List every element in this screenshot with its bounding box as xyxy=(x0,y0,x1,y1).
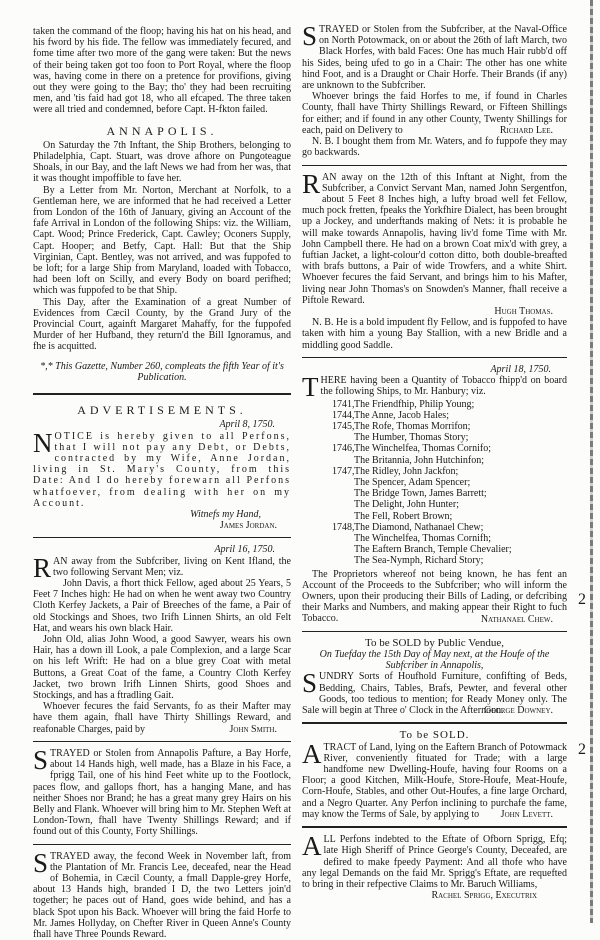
divider xyxy=(33,393,291,395)
divider xyxy=(302,722,567,724)
advertisements-heading: ADVERTISEMENTS. xyxy=(77,403,247,418)
ad-signature: Hugh Thomas. xyxy=(494,306,553,318)
ad-date: April 8, 1750. xyxy=(219,419,275,431)
news-paragraph: This Day, after the Examination of a great Number of Evidences from Cæcil County, by the Grand Jury of the Provincial Court, againft Margaret Mahaffy, for the fuppofed Murder of her Hufband, they return'd the Bill Ignoramus, and fhe is acquitted. xyxy=(33,296,291,353)
ship-list xyxy=(332,399,567,567)
divider xyxy=(33,537,291,538)
ad-witness: Witnefs my Hand, xyxy=(190,508,261,520)
ad-tobacco-chew xyxy=(302,364,567,625)
ship-entry xyxy=(332,443,567,454)
annapolis-heading: ANNAPOLIS. xyxy=(106,123,218,138)
ship-name: The Winchelfea, Thomas Cornifh; xyxy=(354,532,491,544)
ship-name: The Britannia, John Hutchinfon; xyxy=(354,454,484,466)
margin-mark: 2 xyxy=(578,591,586,608)
ad-text: The Proprietors whereof not being known, he has fent an Account of the Proceeds to the Subfcriber; who will inform the Owners, upon their producing their Bills of Lading, or defcribing their Marks and Numbers, and making appear their Right to fuch Tobacco. xyxy=(302,568,567,625)
ship-entry xyxy=(332,544,567,555)
ship-name: The Diamond, Nathanael Chew; xyxy=(354,521,484,533)
ad-text: UNDRY Sorts of Houfhold Furniture, confifting of Beds, Bedding, Chairs, Tables, Brafs, Pewter, and feveral other Goods, too tedious to mention; for Ready Money only. The Sale will begin at Three o' Clock in the Afternoon. xyxy=(302,671,567,716)
divider xyxy=(302,357,567,358)
ship-entry xyxy=(332,488,567,499)
ad-signature: George Downey. xyxy=(484,705,553,717)
ship-entry xyxy=(332,511,567,522)
ad-text: John Davis, a fhort thick Fellow, aged about 25 Years, 5 Feet 7 Inches high: He had on when he went away two Country Cloth Kerfey Jackets, a Pair of Breeches of the fame, a Pair of old Stockings and Shoes, two Irifh Linnen Shirts, an old Felt Hat, and wears his own black Hair. xyxy=(33,577,291,634)
news-paragraph: By a Letter from Mr. Norton, Merchant at Norfolk, to a Gentleman here, we are informed that he had received a Letter from London of the 16th of January, giving an Account of the fafe Arrival in London of the following Ships: viz. the William, Capt. Wood; Prince Frederick, Capt. Cawley; Oconers Supply, Capt. Hooper; and Betfy, Capt. Hall: But that the Ship Virginian, Capt. Bentley, was not arrived, and was fuppofed to be loft; for a large Ship from Maryland, loaded with Tobacco, had been loft on Scilly, and every Body on board perifhed; which was fuppofed to be that Ship. xyxy=(33,184,291,297)
ship-year: 1745, xyxy=(332,420,355,432)
ad-text: Whoever fecures the faid Servants, fo as their Mafter may have them again, fhall have Thirty Shillings Reward, and reafonable Charges, paid by xyxy=(33,701,291,735)
divider xyxy=(302,165,567,166)
drop-cap: A xyxy=(302,738,322,769)
ship-name: The Sea-Nymph, Richard Story; xyxy=(354,555,484,567)
drop-cap: S xyxy=(33,744,49,775)
ship-year xyxy=(332,477,354,488)
ship-name: The Eaftern Branch, Temple Chevalier; xyxy=(354,544,512,556)
ship-year xyxy=(332,555,354,566)
ad-runaway-smith xyxy=(33,544,291,735)
ship-entry xyxy=(332,421,567,432)
left-column xyxy=(33,26,291,940)
ad-vendue-downey xyxy=(302,638,567,717)
ship-name: The Anne, Jacob Hales; xyxy=(354,409,449,421)
ship-name: The Winchelfea, Thomas Cornifo; xyxy=(354,443,491,455)
drop-cap: S xyxy=(33,847,49,878)
ad-strayed-horse-hollyday xyxy=(33,847,291,940)
ship-name: The Delight, John Hunter; xyxy=(354,499,459,511)
ship-entry xyxy=(332,410,567,421)
ad-date: April 16, 1750. xyxy=(214,544,275,556)
ad-text: John Old, alias John Wood, a good Sawyer, wears his own Hair, has a down ill Look, a pale Complexion, and a large Scar on his left Wrift: He had on a blue grey Coat with metal Buttons, a Great Coat of the fame, a Country Cloth Kerfey Jacket, two brown Irifh Linnen Shirts, good Shoes and Stockings, and has a ftradling Gait. xyxy=(33,633,291,701)
ship-year xyxy=(332,499,354,510)
ship-name: The Ridley, John Jackfon; xyxy=(354,465,459,477)
ship-year xyxy=(332,455,354,466)
drop-cap: T xyxy=(302,372,319,403)
ship-year: 1748, xyxy=(332,521,355,533)
drop-cap: R xyxy=(302,168,321,199)
divider xyxy=(33,741,291,742)
drop-cap: S xyxy=(302,21,318,51)
ship-entry xyxy=(332,455,567,466)
ad-text: TRAYED away, the fecond Week in November laft, from the Plantation of Mr. Francis Lee, deceafed, near the Head of Bohemia, in Cæcil County, a fmall Dapple-grey Horfe, about 13 Hands high, branded I D, the two Letters join'd together; he paces out of Hand, goes wide behind, and has a black Spot upon his Back. Whoever will bring the faid Horfe to Mr. James Hollyday, on Chefter River in Queen Anne's County fhall have Three Pounds Reward. xyxy=(33,850,291,940)
drop-cap: A xyxy=(302,831,322,862)
ad-signature: Richard Lee. xyxy=(499,125,553,137)
ad-title: To be SOLD. xyxy=(399,729,470,742)
ad-text: HERE having been a Quantity of Tobacco fhipp'd on board the following Ships, to Mr. Hanbury; viz. xyxy=(320,375,567,398)
ad-strayed-horse-west xyxy=(33,744,291,838)
margin-mark: 2 xyxy=(578,741,586,758)
ship-year: 1744, xyxy=(332,409,355,421)
drop-cap: R xyxy=(33,552,52,583)
news-paragraph: taken the command of the floop; having his hat on his head, and his fword by his fide. The fellow was immediately fecured, and fome time after two more of the gang were taken: But the news of their being taken got too foon to Port Royal, where the floop was, having come in there on a pretence for provifions, giving out they were going to the Bay; tho' they had been recruiting men, and 'tis faid had got 18, who all efcaped. The three taken were all tried and condemned, before Capt. H-fkton failed. xyxy=(33,26,291,116)
ship-year xyxy=(332,432,354,443)
ship-entry xyxy=(332,499,567,510)
ad-signature: John Levett. xyxy=(500,809,553,821)
divider xyxy=(33,844,291,845)
ship-name: The Fell, Robert Brown; xyxy=(354,510,453,522)
ship-entry xyxy=(332,432,567,443)
ad-title: To be SOLD by Public Vendue, xyxy=(365,636,504,649)
ad-text: TRACT of Land, lying on the Eaftern Branch of Potowmack River, conveniently fituated for Trade; with a large handfome new Dwelling-Houfe, having four Rooms on a Floor; a good Kitchen, Milk-Houfe, Store-Houfe, Meat-Houfe, Corn-Houfe, Stables, and other Out-Houfes, a fine large Orchard, and a Negro Quarter. Any Perfon inclining to purchafe the fame, may know the Terms of Sale, by applying to xyxy=(302,741,567,820)
ad-estate-sprigg xyxy=(302,831,567,902)
ship-name: The Humber, Thomas Story; xyxy=(354,432,469,444)
ad-subtitle: On Tuefday the 15th Day of May next, at the Houfe of the Subfcriber in Annapolis, xyxy=(319,648,550,672)
ad-runaway-thomas xyxy=(302,168,567,351)
ship-name: The Rofe, Thomas Morrifon; xyxy=(354,420,471,432)
ship-entry xyxy=(332,555,567,566)
ad-land-levett xyxy=(302,730,567,820)
ship-name: The Spencer, Adam Spencer; xyxy=(354,476,471,488)
ship-entry xyxy=(332,533,567,544)
ad-text: OTICE is hereby given to all Perfons, that I will not pay any Debt, or Debts, contracted by my Wife, Anne Jordan, living in St. Mary's County, from this Date: And I do hereby forewarn all Perfons whatfoever, from dealing with her on my Account. xyxy=(33,430,291,509)
ad-signature: Nathanael Chew. xyxy=(480,613,553,625)
ad-text: LL Perfons indebted to the Eftate of Ofborn Sprigg, Efq; late High Sheriff of Prince George's County, Deceafed, are defired to make fpeedy Payment: And all thofe who have any legal Demands on the faid Mr. Sprigg's Eftate, are requefted to bring in their refpective Claims to Mr. Baruch Williams, xyxy=(302,834,567,891)
divider xyxy=(302,826,567,828)
ship-entry xyxy=(332,522,567,533)
ship-entry xyxy=(332,477,567,488)
ship-year: 1741, xyxy=(332,398,355,410)
ad-date: April 18, 1750. xyxy=(490,363,551,375)
ad-text: AN away from the Subfcriber, living on Kent Ifland, the two following Servant Men; viz. xyxy=(53,555,291,578)
ship-year xyxy=(332,511,354,522)
ad-notice-jordan xyxy=(33,419,291,531)
ad-text: AN away on the 12th of this Inftant at Night, from the Subfcriber, a Convict Servant Man, named John Sergentfon, about 5 Feet 8 Inches high, a lufty broad well fet Fellow, much pock fretten, fpeaks the Yorkfhire Dialect, has been brought up a Jockey, and underftands making of Nets: it is probable he will make towards Annapolis, having liv'd fome Time with Mr. John Campbell there. He had on a brown Coat mix'd with grey, a fuftian Jacket, a light-colour'd cotton ditto, both double-breafted with brafs buttons, a Pair of wide Trowfers, and a white Shirt. Whoever fecures the faid Servant, and brings him to his Mafter, living near John Thomas's on Snowden's Manner, fhall receive a Piftole Reward. xyxy=(302,171,567,306)
ad-text: Whoever brings the faid Horfes to me, if found in Charles County, fhall have Thirty Shillings Reward, or Fifteen Shillings for either; and if found in any other County, Twenty Shillings for each, paid on Delivery to xyxy=(302,91,567,136)
ship-entry xyxy=(332,466,567,477)
right-column xyxy=(302,21,567,902)
ad-text: TRAYED or Stolen from Annapolis Pafture, a Bay Horfe, about 14 Hands high, well made, has a Blaze in his Face, a fprigg Tail, one of his hind Feet white up to the Footlock, paces flow, and gallops fhort, has a hanging Mane, and has neither Shoes nor Brand; he has a great many grey Hairs on his Belly and Flank. Whoever will bring him to Mr. Stephen Weft at London-Town, fhall have Twenty Shillings Reward; and if found out of this County, Forty Shillings. xyxy=(33,747,291,838)
news-paragraph: On Saturday the 7th Inftant, the Ship Brothers, belonging to Philadelphia, Capt. Stuart, was drove afhore on Pungoteague Shoals, in our Bay, and the laft News we had from her was, that it was thought impoffible to fave her. xyxy=(33,139,291,185)
divider xyxy=(302,631,567,632)
page-edge xyxy=(590,0,593,923)
drop-cap: S xyxy=(302,668,318,699)
ad-signature: James Jordan. xyxy=(219,520,277,532)
ad-text: TRAYED or Stolen from the Subfcriber, at the Naval-Office on North Potowmack, on or about the 26th of laft March, two Black Horfes, with bald Faces: One has much Hair rubb'd off his Sides, being ufed to go in a Chair: The other has one white hind Foot, and is a Draught or Chair Horfe. Their Brands (if any) are unknown to the Subfcriber. xyxy=(302,24,567,92)
ship-year xyxy=(332,544,354,555)
ship-name: The Friendfhip, Philip Young; xyxy=(354,398,475,410)
ship-year xyxy=(332,488,354,499)
ship-entry xyxy=(332,399,567,410)
gazette-note: *,* This Gazette, Number 260, compleats the fifth Year of it's Publication. xyxy=(40,360,284,383)
ship-year: 1746, xyxy=(332,443,355,455)
ad-strayed-horses-lee xyxy=(302,21,567,159)
ship-year xyxy=(332,533,354,544)
drop-cap: N xyxy=(33,427,53,458)
ad-signature: John Smith. xyxy=(229,723,277,735)
ad-nb: N. B. He is a bold impudent fly Fellow, and is fuppofed to have taken with him a young Bay Stallion, with a new Bridle and a middling good Saddle. xyxy=(302,317,567,351)
ship-name: The Bridge Town, James Barrett; xyxy=(354,488,487,500)
ship-year: 1747, xyxy=(332,465,355,477)
ad-nb: N. B. I bought them from Mr. Waters, and fo fuppofe they may go backwards. xyxy=(302,136,567,159)
ad-signature: Rachel Sprigg, Executrix xyxy=(431,890,537,902)
